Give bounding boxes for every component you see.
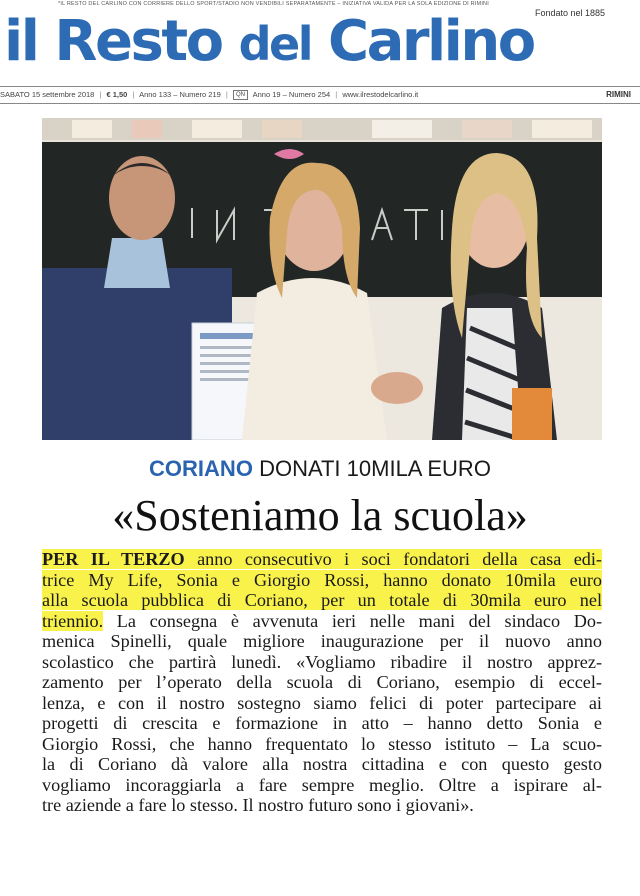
article-body (42, 549, 602, 816)
article-text: alla scuola pubblica di Coriano, per un totale di 30mila euro nel (42, 590, 602, 610)
article-text: Giorgio Rossi, che hanno frequentato lo stesso istituto – La scuo- (42, 733, 602, 754)
qn-badge: QN (233, 90, 248, 100)
article-kicker (0, 456, 640, 482)
article-text: La consegna è avvenuta ieri nelle mani del sindaco Do- (103, 610, 602, 631)
article-text: trice My Life, Sonia e Giorgio Rossi, hanno donato 10mila euro (42, 569, 602, 590)
article-line (42, 693, 602, 714)
article-line (42, 734, 602, 755)
article-highlight: triennio. (42, 610, 104, 631)
newspaper-logo (4, 6, 534, 80)
kicker-subject: DONATI 10MILA EURO (259, 456, 491, 481)
article-line (42, 549, 602, 570)
newspaper-masthead (0, 0, 640, 108)
article-text: lenza, e con il nostro sostegno siamo felici di poter partecipare ai (42, 692, 602, 713)
article-lead: PER IL TERZO (42, 549, 185, 569)
article-line (42, 570, 602, 591)
article-text: progetti di crescita e formazione in atto – hanno detto Sonia e (42, 713, 602, 733)
article-text: anno consecutivo i soci fondatori della casa edi- (184, 549, 602, 569)
logo-mid: del (238, 17, 311, 71)
article-line (42, 754, 602, 775)
article-line (42, 631, 602, 652)
edition-name: RIMINI (606, 90, 631, 99)
article-line (42, 795, 602, 816)
founded-year: Fondato nel 1885 (535, 8, 606, 18)
logo-suffix: Carlino (327, 9, 534, 74)
article-line (42, 590, 602, 611)
website-url: www.ilrestodelcarlino.it (342, 90, 419, 99)
article-photo (42, 118, 602, 440)
article-text: la di Coriano dà valore alla nostra cittadina e con questo gesto (42, 754, 602, 774)
article-line (42, 611, 602, 632)
article-text: menica Spinelli, quale migliore inaugurazione per il nuovo anno (42, 631, 602, 651)
article-line (42, 713, 602, 734)
article-text: zamento per l’operato della scuola di Coriano, esempio di eccel- (42, 672, 602, 692)
article-text: vogliamo incoraggiarla a fare sempre meglio. Oltre a ispirare al- (42, 774, 602, 795)
article-line (42, 672, 602, 693)
issue-number-qn: Anno 19 – Numero 254 (252, 90, 331, 99)
kicker-place: CORIANO (149, 456, 253, 481)
logo-prefix: il Resto (4, 9, 222, 74)
article-text: tre aziende a fare lo stesso. Il nostro futuro sono i giovani». (42, 795, 474, 815)
article-line (42, 652, 602, 673)
issue-date: SABATO 15 settembre 2018 (0, 90, 95, 99)
sale-disclaimer: *IL RESTO DEL CARLINO CON CORRIERE DELLO SPORT/STADIO NON VENDIBILI SEPARATAMENTE – INIZIATIVA VALIDA PER LA SOLA EDIZIONE DI RIMINI (58, 1, 489, 7)
article-line (42, 775, 602, 796)
article-text: scolastico che partirà lunedì. «Vogliamo ribadire il nostro apprez- (42, 651, 602, 672)
issue-info-bar: SABATO 15 settembre 2018 | € 1,50 | Anno 133 – Numero 219 | QN Anno 19 – Numero 254 | www.ilrestodelcarlino.it RIMINI (0, 86, 640, 104)
issue-number: Anno 133 – Numero 219 (139, 90, 221, 99)
issue-price: € 1,50 (106, 90, 128, 99)
article-headline: «Sosteniamo la scuola» (112, 491, 528, 540)
